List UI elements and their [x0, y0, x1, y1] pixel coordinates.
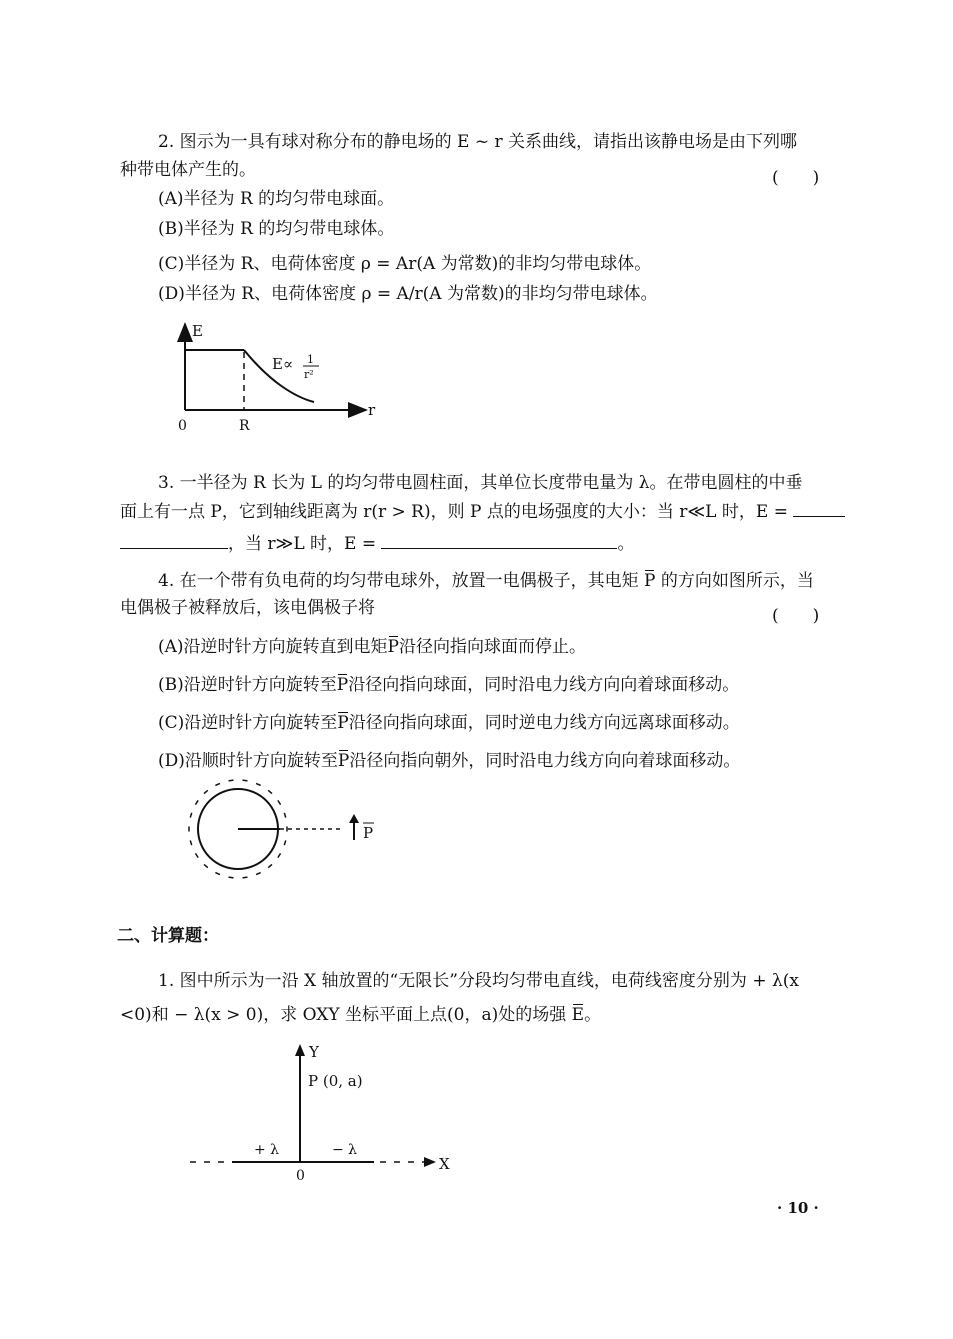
s2-q1-line-1: 1. 图中所示为一沿 X 轴放置的“无限长”分段均匀带电直线，电荷线密度分别为 + λ(x	[158, 971, 799, 991]
q2-origin-label: 0	[178, 418, 187, 434]
s2-q1-line-2-end: 。	[584, 1005, 602, 1025]
s2-plus-lambda-label: + λ	[254, 1142, 280, 1158]
section-2-heading: 二、计算题：	[117, 926, 219, 946]
q4-option-c-text: (C)沿逆时针方向旋转至	[158, 713, 338, 733]
q4-option-b-vec: P	[336, 675, 349, 695]
q4-option-c-text-2: 沿径向指向球面，同时逆电力线方向远离球面移动。	[348, 713, 740, 733]
q2-option-b: (B)半径为 R 的均匀带电球体。	[158, 219, 395, 239]
q3-line-3-end: 。	[617, 534, 635, 554]
q4-option-a-vec: P	[387, 637, 399, 657]
s2-q1-e-vec: E	[571, 1005, 585, 1025]
q4-option-d-text-2: 沿径向指向朝外，同时沿电力线方向向着球面移动。	[349, 751, 741, 771]
q2-frac-num: 1	[307, 353, 314, 366]
q4-line-1-vec: P	[644, 571, 656, 591]
q4-option-c-vec: P	[337, 713, 349, 733]
q2-curve-label: E∝	[272, 355, 294, 373]
q4-answer-paren: ( )	[772, 606, 820, 626]
s2-q1-line-2-text: <0)和 − λ(x > 0)，求 OXY 坐标平面上点(0，a)处的场强	[120, 1005, 567, 1025]
q3-line-1: 3. 一半径为 R 长为 L 的均匀带电圆柱面，其单位长度带电量为 λ。在带电圆柱的中垂	[158, 473, 803, 493]
s2-y-arrowhead	[295, 1044, 305, 1056]
q4-dipole-label: P	[363, 824, 374, 842]
page-number: · 10 ·	[777, 1199, 819, 1217]
q4-line-2: 电偶极子被释放后，该电偶极子将	[120, 598, 375, 618]
q4-line-1-a: 4. 在一个带有负电荷的均匀带电球外，放置一电偶极子，其电矩	[158, 571, 639, 591]
s2-y-label: Y	[309, 1043, 319, 1061]
q2-frac-den: r²	[304, 368, 314, 381]
s2-x-arrowhead	[424, 1157, 436, 1167]
q3-line-3-mid: ，当 r≫L 时，E =	[228, 534, 377, 554]
q2-line-1: 2. 图示为一具有球对称分布的静电场的 E ~ r 关系曲线，请指出该静电场是由下列哪	[158, 132, 798, 152]
q2-line-2: 种带电体产生的。	[120, 160, 256, 180]
q2-answer-paren: ( )	[772, 168, 820, 188]
q2-option-a: (A)半径为 R 的均匀带电球面。	[158, 189, 395, 209]
q2-option-d: (D)半径为 R、电荷体密度 ρ = A/r(A 为常数)的非均匀带电球体。	[158, 284, 658, 304]
q2-e-label: E	[192, 322, 203, 340]
q2-option-c: (C)半径为 R、电荷体密度 ρ = Ar(A 为常数)的非均匀带电球体。	[158, 254, 652, 274]
q2-r-tick-label: R	[239, 418, 250, 434]
q4-line-1-b: 的方向如图所示，当	[660, 571, 814, 591]
s2-point-label: P (0, a)	[308, 1072, 363, 1090]
q2-r-axis-label: r	[368, 401, 376, 419]
s2-minus-lambda-label: − λ	[332, 1142, 358, 1158]
q4-option-b-text: (B)沿逆时针方向旋转至	[158, 675, 337, 695]
s2-origin-label: 0	[296, 1168, 305, 1184]
q4-option-d-vec: P	[337, 751, 350, 771]
q4-option-b-text-2: 沿径向指向球面，同时沿电力线方向向着球面移动。	[348, 675, 740, 695]
q4-option-a-text: (A)沿逆时针方向旋转直到电矩	[158, 637, 388, 657]
q4-option-a-text-2: 沿径向指向球面而停止。	[399, 637, 586, 657]
q4-option-d-text: (D)沿顺时针方向旋转至	[158, 751, 338, 771]
s2-x-label: X	[439, 1155, 450, 1173]
q3-line-2-text: 面上有一点 P，它到轴线距离为 r(r > R)，则 P 点的电场强度的大小：当 r≪L 时，E =	[120, 502, 788, 522]
